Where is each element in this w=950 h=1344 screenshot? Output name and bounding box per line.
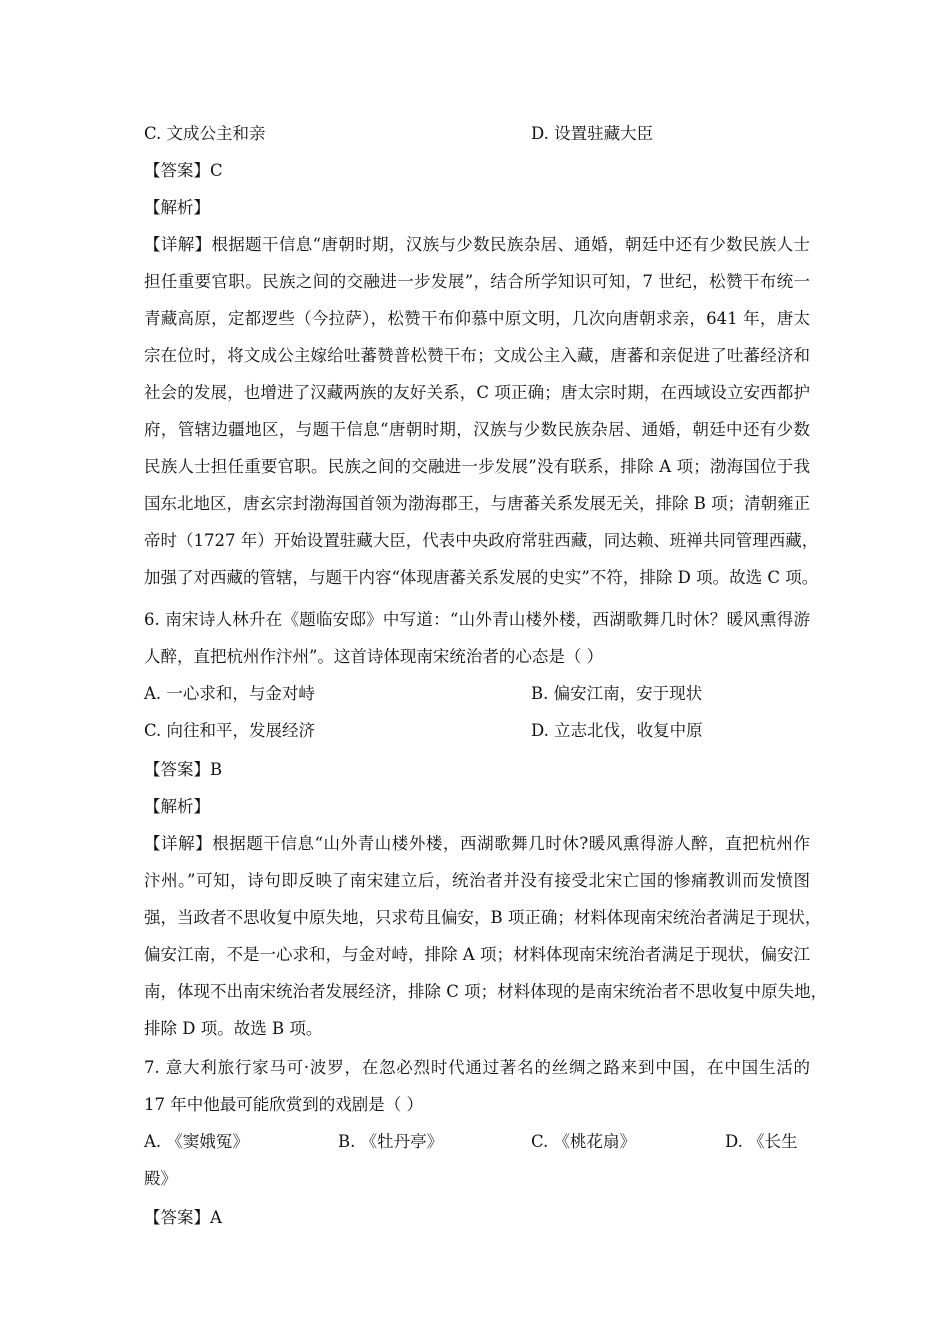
q6-answer: 【答案】B (144, 760, 223, 779)
q5-option-d: D. 设置驻藏大臣 (531, 124, 654, 143)
q6-option-b: B. 偏安江南，安于现状 (531, 684, 703, 703)
q6-detail-line: 【详解】根据题干信息“山外青山楼外楼，西湖歌舞几时休?暖风熏得游人醉，直把杭州作 (144, 834, 810, 853)
q6-detail-line: 排除 D 项。故选 B 项。 (144, 1019, 323, 1038)
q5-detail-line: 【详解】根据题干信息“唐朝时期，汉族与少数民族杂居、通婚，朝廷中还有少数民族人士 (144, 235, 810, 254)
q5-analysis-heading: 【解析】 (144, 198, 210, 217)
q6-stem-line: 6. 南宋诗人林升在《题临安邸》中写道：“山外青山楼外楼，西湖歌舞几时休？暖风熏得游 (144, 610, 810, 629)
q5-detail-line: 担任重要官职。民族之间的交融进一步发展”，结合所学知识可知，7 世纪，松赞干布统一 (144, 272, 810, 291)
q6-option-d: D. 立志北伐，收复中原 (531, 721, 703, 740)
q5-detail-line: 国东北地区，唐玄宗封渤海国首领为渤海郡王，与唐蕃关系发展无关，排除 B 项；清朝雍正 (144, 494, 811, 513)
q5-option-c: C. 文成公主和亲 (144, 124, 266, 143)
q5-detail-line: 加强了对西藏的管辖，与题干内容“体现唐蕃关系发展的史实”不符，排除 D 项。故选 C 项。 (144, 568, 819, 587)
q7-stem-line: 17 年中他最可能欣赏到的戏剧是（ ） (144, 1095, 423, 1114)
q6-detail-line: 南，体现不出南宋统治者发展经济，排除 C 项；材料体现的是南宋统治者不思收复中原失地， (144, 982, 828, 1001)
q5-detail-line: 青藏高原，定都逻些（今拉萨），松赞干布仰慕中原文明，几次向唐朝求亲，641 年，唐太 (144, 309, 810, 328)
q7-option-d: D. 《长生 (725, 1132, 798, 1151)
q7-option-d-continued: 殿》 (144, 1169, 177, 1188)
q5-detail-line: 宗在位时，将文成公主嫁给吐蕃赞普松赞干布；文成公主入藏，唐蕃和亲促进了吐蕃经济和 (144, 346, 810, 365)
q5-detail-line: 帝时（1727 年）开始设置驻藏大臣，代表中央政府常驻西藏，同达赖、班禅共同管理西藏， (144, 531, 819, 550)
q6-stem-line: 人醉，直把杭州作汴州”。这首诗体现南宋统治者的心态是（ ） (144, 647, 604, 666)
q5-detail-line: 社会的发展，也增进了汉藏两族的友好关系，C 项正确；唐太宗时期，在西域设立安西都护 (144, 383, 810, 402)
q7-answer: 【答案】A (144, 1208, 222, 1227)
q6-option-c: C. 向往和平，发展经济 (144, 721, 316, 740)
q6-detail-line: 偏安江南，不是一心求和，与金对峙，排除 A 项；材料体现南宋统治者满足于现状，偏安江 (144, 945, 810, 964)
q7-option-a: A. 《窦娥冤》 (144, 1132, 249, 1151)
q7-option-c: C. 《桃花扇》 (531, 1132, 637, 1151)
q5-detail-line: 民族人士担任重要官职。民族之间的交融进一步发展”没有联系，排除 A 项；渤海国位于我 (144, 457, 810, 476)
q5-detail-line: 府，管辖边疆地区，与题干信息“唐朝时期，汉族与少数民族杂居、通婚，朝廷中还有少数 (144, 420, 810, 439)
q7-option-b: B. 《牡丹亭》 (338, 1132, 444, 1151)
q7-stem-line: 7. 意大利旅行家马可·波罗，在忽必烈时代通过著名的丝绸之路来到中国，在中国生活的 (144, 1058, 810, 1077)
q6-analysis-heading: 【解析】 (144, 797, 210, 816)
q5-answer: 【答案】C (144, 161, 223, 180)
q6-detail-line: 汴州。”可知，诗句即反映了南宋建立后，统治者并没有接受北宋亡国的惨痛教训而发愤图 (144, 871, 810, 890)
q6-option-a: A. 一心求和，与金对峙 (144, 684, 315, 703)
q6-detail-line: 强，当政者不思收复中原失地，只求苟且偏安，B 项正确；材料体现南宋统治者满足于现状， (144, 908, 822, 927)
